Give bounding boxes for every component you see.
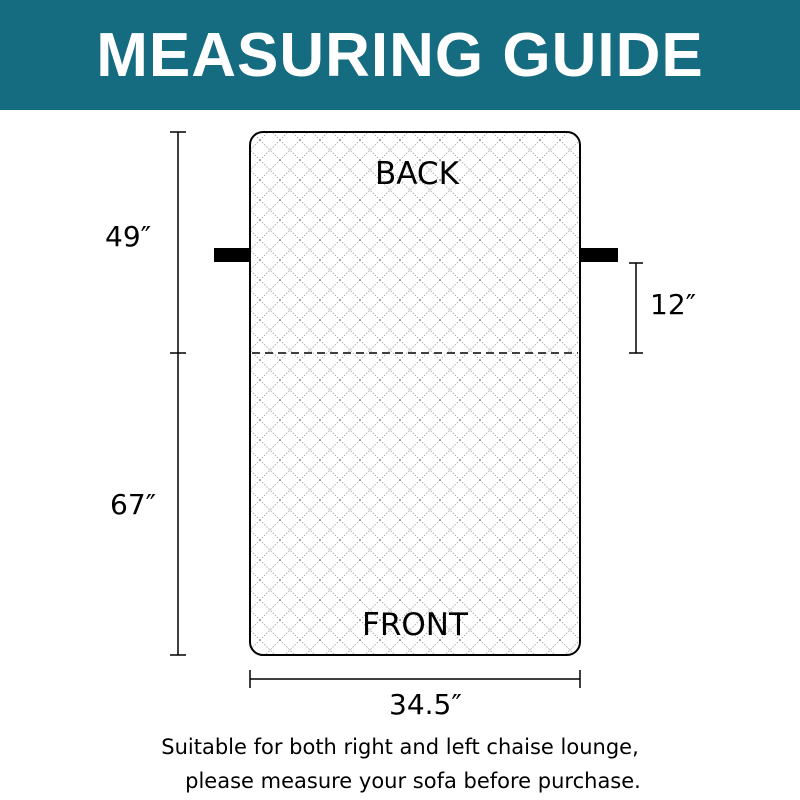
back-length-label: 49″ — [105, 220, 152, 253]
quilt-pattern — [251, 133, 579, 654]
strap-dimension-line — [629, 263, 643, 353]
page-title: MEASURING GUIDE — [96, 20, 704, 90]
length-dimension-line — [170, 132, 186, 655]
right-strap — [580, 248, 618, 262]
width-label: 34.5″ — [389, 688, 462, 721]
front-label: FRONT — [362, 607, 468, 643]
caption-line-1: Suitable for both right and left chaise lounge, — [161, 735, 639, 759]
front-length-label: 67″ — [110, 488, 157, 521]
left-strap — [214, 248, 250, 262]
strap-offset-label: 12″ — [650, 288, 697, 321]
back-label: BACK — [375, 156, 459, 192]
caption-line-2: please measure your sofa before purchase. — [185, 769, 641, 793]
width-dimension-line — [250, 670, 580, 688]
